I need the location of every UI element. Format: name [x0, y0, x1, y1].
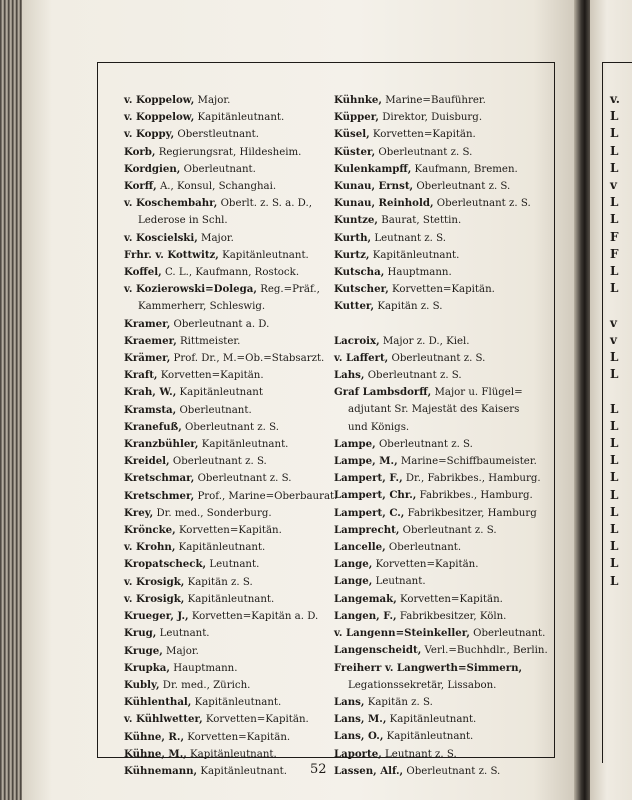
entry-name: Laporte, [334, 747, 382, 760]
entry-details: Rittmeister. [180, 335, 241, 347]
directory-entry [334, 333, 550, 350]
entry-details: Kapitänleutnant. [187, 593, 275, 605]
directory-entry [124, 643, 332, 660]
entry-name: Frhr. v. Kottwitz, [124, 248, 219, 261]
directory-entry [124, 711, 332, 728]
next-page-line: L [610, 401, 619, 416]
directory-entry [124, 660, 332, 677]
entry-details: C. L., Kaufmann, Rostock. [164, 267, 300, 279]
entry-details: Fabrikbesitzer, Hamburg [407, 507, 537, 519]
directory-entry [124, 677, 332, 694]
entry-name: Kurtz, [334, 248, 370, 261]
entry-name: Graf Lambsdorff, [334, 386, 432, 399]
directory-entry [124, 281, 332, 315]
entry-details: Kapitänleutnant. [190, 748, 277, 760]
entry-details: Oberleutnant. [179, 404, 252, 416]
directory-entry [334, 195, 550, 212]
entry-name: Krah, W., [124, 386, 177, 399]
entry-name: Kurth, [334, 231, 372, 244]
directory-entry [334, 487, 550, 504]
directory-entry [124, 608, 332, 625]
entry-details: Oberstleutnant. [177, 129, 259, 141]
directory-entry [124, 161, 332, 178]
entry-details: Oberleutnant z. S. [185, 421, 279, 433]
entry-details: Oberleutnant z. S. [197, 473, 292, 485]
entry-name: v. Kühlwetter, [124, 713, 203, 726]
entry-name: Kretschmar, [124, 472, 195, 485]
directory-entry [124, 505, 332, 522]
entry-details: Kapitänleutnant. [197, 112, 285, 124]
entry-details: Oberleutnant a. D. [173, 318, 270, 330]
directory-entry [124, 109, 332, 126]
next-page-line: F [610, 229, 619, 244]
entry-details: Korvetten=Kapitän a. D. [191, 611, 319, 623]
entry-name: Kramer, [124, 317, 171, 330]
directory-entry [334, 573, 550, 590]
next-page-fragment [590, 0, 632, 800]
entry-name: Kranefuß, [124, 420, 182, 433]
entry-details: Oberleutnant z. S. [416, 181, 511, 193]
entry-details: Kapitänleutnant. [201, 439, 289, 451]
entry-name: Kunau, Reinhold, [334, 197, 434, 210]
directory-entry [124, 350, 332, 367]
next-page-line: L [610, 539, 619, 554]
entry-details: Oberleutnant. [388, 542, 462, 554]
directory-entry [334, 230, 550, 247]
entry-name: Küsel, [334, 128, 370, 141]
directory-entry [334, 161, 550, 178]
next-page-line: L [610, 195, 619, 210]
directory-entry [124, 144, 332, 161]
directory-entry [124, 625, 332, 642]
entry-name: v. Kozierowski=Dolega, [124, 283, 257, 296]
entry-name: Krueger, J., [124, 610, 189, 623]
entry-name: Kropatscheck, [124, 558, 207, 571]
directory-entry [334, 247, 550, 264]
entry-details: Korvetten=Kapitän. [392, 284, 495, 296]
next-page-line: L [610, 487, 619, 502]
entry-name: v. Langenn=Steinkeller, [334, 627, 470, 640]
directory-entry [124, 453, 332, 470]
directory-entry [334, 350, 550, 367]
entry-name: Kreidel, [124, 455, 170, 468]
directory-entry [124, 591, 332, 608]
entry-details: Korvetten=Kapitän. [372, 129, 476, 141]
entry-details: Major z. D., Kiel. [382, 335, 470, 347]
entry-name: Lampe, [334, 437, 376, 450]
next-page-line: L [610, 281, 619, 296]
entry-details: Baurat, Stettin. [381, 215, 462, 227]
entry-details: Korvetten=Kapitän. [375, 559, 479, 571]
next-page-line: L [610, 573, 619, 588]
entry-name: Krämer, [124, 352, 171, 365]
entry-details: A., Konsul, Schanghai. [159, 181, 277, 193]
entry-details: Prof. Dr., M.=Ob.=Stabsarzt. [173, 353, 325, 365]
entry-name: Kutscha, [334, 266, 385, 279]
directory-entry [334, 694, 550, 711]
entry-name: Lampert, Chr., [334, 489, 417, 502]
entry-name: Koffel, [124, 266, 162, 279]
entry-name: Kulenkampff, [334, 162, 412, 175]
entry-details: Direktor, Duisburg. [382, 112, 483, 124]
entry-details: Oberleutnant z. S. [406, 765, 501, 777]
entry-details: Marine=Schiffbaumeister. [400, 456, 537, 468]
left-column [124, 92, 338, 780]
directory-entry [334, 608, 550, 625]
entry-name: Lans, M., [334, 713, 387, 726]
next-page-line: L [610, 143, 619, 158]
right-column [334, 92, 550, 780]
entry-details: Kapitän z. S. [187, 576, 253, 588]
entry-name: Kubly, [124, 678, 160, 691]
entry-details: Oberleutnant z. S. [391, 352, 486, 364]
entry-details: Kapitänleutnant. [178, 542, 266, 554]
directory-entry [334, 763, 550, 780]
directory-entry [124, 574, 332, 591]
entry-name: v. Krosigk, [124, 575, 185, 588]
entry-name: Kühnke, [334, 94, 382, 106]
directory-entry [334, 539, 550, 556]
entry-name: Kranzbühler, [124, 438, 199, 451]
entry-name: Lampe, M., [334, 455, 398, 468]
directory-entry [334, 642, 550, 659]
next-page-line: L [610, 504, 619, 519]
entry-name: Kuntze, [334, 214, 378, 227]
entry-details: Oberleutnant z. S. [436, 198, 531, 210]
entry-details: Major. [197, 95, 231, 106]
entry-details: Korvetten=Kapitän. [187, 731, 291, 743]
entry-name: Kutter, [334, 300, 375, 313]
entry-details: Kaufmann, Bremen. [414, 163, 518, 175]
directory-entry [124, 419, 332, 436]
entry-name: v. Krohn, [124, 541, 176, 554]
entry-name: Kühne, R., [124, 730, 184, 743]
next-page-line: L [610, 453, 619, 468]
entry-details: Leutnant. [209, 559, 260, 571]
next-page-line: L [610, 212, 619, 227]
entry-details: Kapitänleutnant. [389, 714, 477, 726]
entry-name: v. Koppelow, [124, 94, 195, 106]
entry-details: Marine=Bauführer. [385, 95, 486, 106]
directory-entry [124, 522, 332, 539]
entry-details: Korvetten=Kapitän. [178, 525, 282, 537]
directory-entry [334, 505, 550, 522]
directory-entry [124, 556, 332, 573]
entry-continuation: adjutant Sr. Majestät des Kaisers [348, 404, 520, 416]
entry-continuation: Kammerherr, Schleswig. [138, 301, 266, 313]
entry-name: Lampert, F., [334, 472, 403, 485]
entry-continuation: Legationssekretär, Lissabon. [348, 679, 497, 691]
next-page-line: L [610, 522, 619, 536]
directory-entry [334, 746, 550, 763]
entry-details: Dr. med., Zürich. [162, 679, 251, 691]
entry-name: Freiherr v. Langwerth=Simmern, [334, 661, 523, 674]
entry-name: Kraemer, [124, 334, 177, 347]
entry-name: Kretschmer, [124, 489, 195, 502]
directory-entry [124, 402, 332, 419]
entry-name: Kramsta, [124, 403, 177, 416]
entry-name: Küpper, [334, 111, 379, 124]
directory-entry [124, 230, 332, 247]
entry-name: Krupka, [124, 661, 170, 674]
entry-name: Lange, [334, 575, 373, 588]
entry-name: Kraft, [124, 369, 158, 382]
entry-name: Kutscher, [334, 283, 389, 296]
entry-details: Major. [201, 232, 234, 244]
directory-entry [334, 436, 550, 453]
directory-entry [334, 126, 550, 143]
entry-details: Korvetten=Kapitän. [400, 593, 503, 605]
directory-entry [124, 729, 332, 746]
entry-details: Verl.=Buchhdlr., Berlin. [424, 645, 548, 657]
next-page-line: v [610, 332, 617, 347]
entry-details: Fabrikbesitzer, Köln. [399, 610, 507, 622]
next-page-line: L [610, 160, 619, 175]
entry-details: Oberlt. z. S. a. D., [220, 198, 312, 210]
entry-details: Kapitänleutnant. [194, 697, 282, 709]
entry-name: Lampert, C., [334, 506, 405, 519]
directory-entry [124, 333, 332, 350]
directory-entry [334, 470, 550, 487]
directory-entry [124, 488, 338, 505]
entry-details: Fabrikbes., Hamburg. [419, 490, 533, 502]
entry-name: Kühne, M., [124, 747, 187, 760]
entry-name: Kühnemann, [124, 764, 198, 777]
entry-name: Kruge, [124, 644, 163, 657]
entry-name: Langen, F., [334, 609, 397, 622]
next-page-line: L [610, 556, 619, 571]
directory-entry [124, 367, 332, 384]
entry-name: v. Koppy, [124, 128, 175, 141]
directory-entry [124, 126, 332, 143]
entry-details: Oberleutnant z. S. [378, 146, 473, 158]
entry-name: v. Laffert, [334, 351, 389, 364]
entry-name: Kunau, Ernst, [334, 180, 414, 193]
entry-details: Oberleutnant. [473, 628, 546, 640]
directory-entry [334, 453, 550, 470]
entry-name: Lamprecht, [334, 523, 400, 536]
page-number: 52 [310, 762, 327, 777]
entry-name: v. Koschembahr, [124, 197, 218, 210]
entry-details: Leutnant. [159, 628, 210, 640]
next-page-line: L [610, 470, 619, 485]
entry-name: Lange, [334, 558, 373, 571]
entry-details: Kapitänleutnant. [222, 249, 309, 261]
entry-name: Korb, [124, 145, 156, 158]
directory-entry [334, 144, 550, 161]
directory-entry [334, 298, 550, 315]
directory-entry [334, 384, 550, 436]
entry-name: Krey, [124, 506, 154, 519]
entry-name: Korff, [124, 180, 157, 193]
directory-entry [334, 281, 550, 298]
next-page-line: v [610, 178, 617, 192]
directory-entry [124, 178, 332, 195]
entry-details: Oberleutnant z. S. [367, 370, 462, 382]
entry-details: Prof., Marine=Oberbaurat. [197, 490, 338, 502]
directory-entry [124, 763, 332, 780]
entry-details: Regierungsrat, Hildesheim. [158, 146, 302, 158]
entry-name: Langenscheidt, [334, 644, 422, 657]
entry-details: Oberleutnant z. S. [402, 524, 497, 536]
directory-entry [334, 212, 550, 229]
directory-entry [124, 539, 332, 556]
next-page-line: v. [610, 92, 620, 106]
entry-details: Kapitän z. S. [367, 696, 433, 708]
entry-name: Kröncke, [124, 524, 176, 537]
entry-details: Kapitänleutnant. [386, 731, 474, 743]
entry-details: Kapitänleutnant. [200, 765, 287, 777]
directory-entry [334, 367, 550, 384]
directory-entry [124, 195, 332, 229]
next-page-line: L [610, 418, 619, 433]
directory-entry [334, 109, 550, 126]
directory-entry [124, 746, 332, 763]
directory-entry [124, 92, 332, 109]
entry-details: Leutnant. [375, 576, 426, 588]
directory-entry [124, 470, 332, 487]
directory-entry [334, 711, 550, 728]
entry-name: v. Krosigk, [124, 592, 185, 605]
entry-details: Kapitän z. S. [377, 301, 443, 313]
entry-details: Hauptmann. [387, 267, 452, 279]
entry-name: Kühlenthal, [124, 696, 192, 709]
entry-name: v. Koscielski, [124, 231, 198, 244]
entry-details: Leutnant z. S. [385, 748, 457, 760]
entry-details: Dr. med., Sonderburg. [156, 507, 272, 519]
entry-details: Oberleutnant z. S. [378, 438, 473, 450]
directory-entry [334, 728, 550, 745]
next-page-line: v [610, 315, 617, 330]
next-page-line: F [610, 246, 619, 261]
directory-entry [124, 247, 332, 264]
directory-entry [124, 436, 332, 453]
entry-details: Hauptmann. [173, 662, 238, 674]
entry-name: Langemak, [334, 592, 397, 605]
entry-details: Korvetten=Kapitän. [205, 714, 309, 726]
entry-continuation: und Königs. [348, 421, 410, 433]
entry-continuation: Lederose in Schl. [138, 215, 228, 227]
directory-entry [124, 264, 332, 281]
entry-details: Reg.=Präf., [260, 284, 320, 296]
next-page-line: L [610, 350, 619, 364]
entry-name: Lancelle, [334, 541, 386, 554]
next-page-line: L [610, 126, 619, 141]
entry-details: Kapitänleutnant. [372, 249, 460, 261]
directory-entry [334, 264, 550, 281]
directory-entry [334, 556, 550, 573]
directory-entry [124, 384, 332, 401]
next-page-line: L [610, 264, 619, 278]
entry-details: Dr., Fabrikbes., Hamburg. [405, 473, 541, 485]
entry-details: Korvetten=Kapitän. [160, 370, 264, 382]
entry-details: Leutnant z. S. [374, 232, 447, 244]
next-page-line: L [610, 367, 619, 382]
entry-details: Major u. Flügel= [434, 387, 523, 399]
entry-name: Kordgien, [124, 162, 181, 175]
directory-entry [334, 660, 550, 694]
entry-name: Lans, [334, 695, 365, 708]
entry-name: Krug, [124, 627, 157, 640]
entry-details: Oberleutnant. [183, 163, 256, 175]
entry-name: Küster, [334, 145, 376, 158]
entry-name: Lassen, Alf., [334, 764, 404, 777]
section-gap [334, 316, 550, 333]
entry-name: Lahs, [334, 369, 365, 382]
next-page-line: L [610, 436, 619, 450]
directory-entry [334, 591, 550, 608]
next-page-line: L [610, 109, 619, 124]
directory-entry [124, 694, 332, 711]
directory-entry [334, 625, 550, 642]
entry-details: Oberleutnant z. S. [172, 456, 267, 468]
directory-entry [124, 316, 332, 333]
entry-name: Lans, O., [334, 730, 384, 743]
entry-name: v. Koppelow, [124, 111, 195, 124]
entry-details: Major. [166, 645, 199, 657]
directory-entry [334, 92, 550, 109]
directory-entry [334, 522, 550, 539]
entry-name: Lacroix, [334, 334, 380, 347]
entry-details: Kapitänleutnant [179, 387, 263, 399]
directory-entry [334, 178, 550, 195]
